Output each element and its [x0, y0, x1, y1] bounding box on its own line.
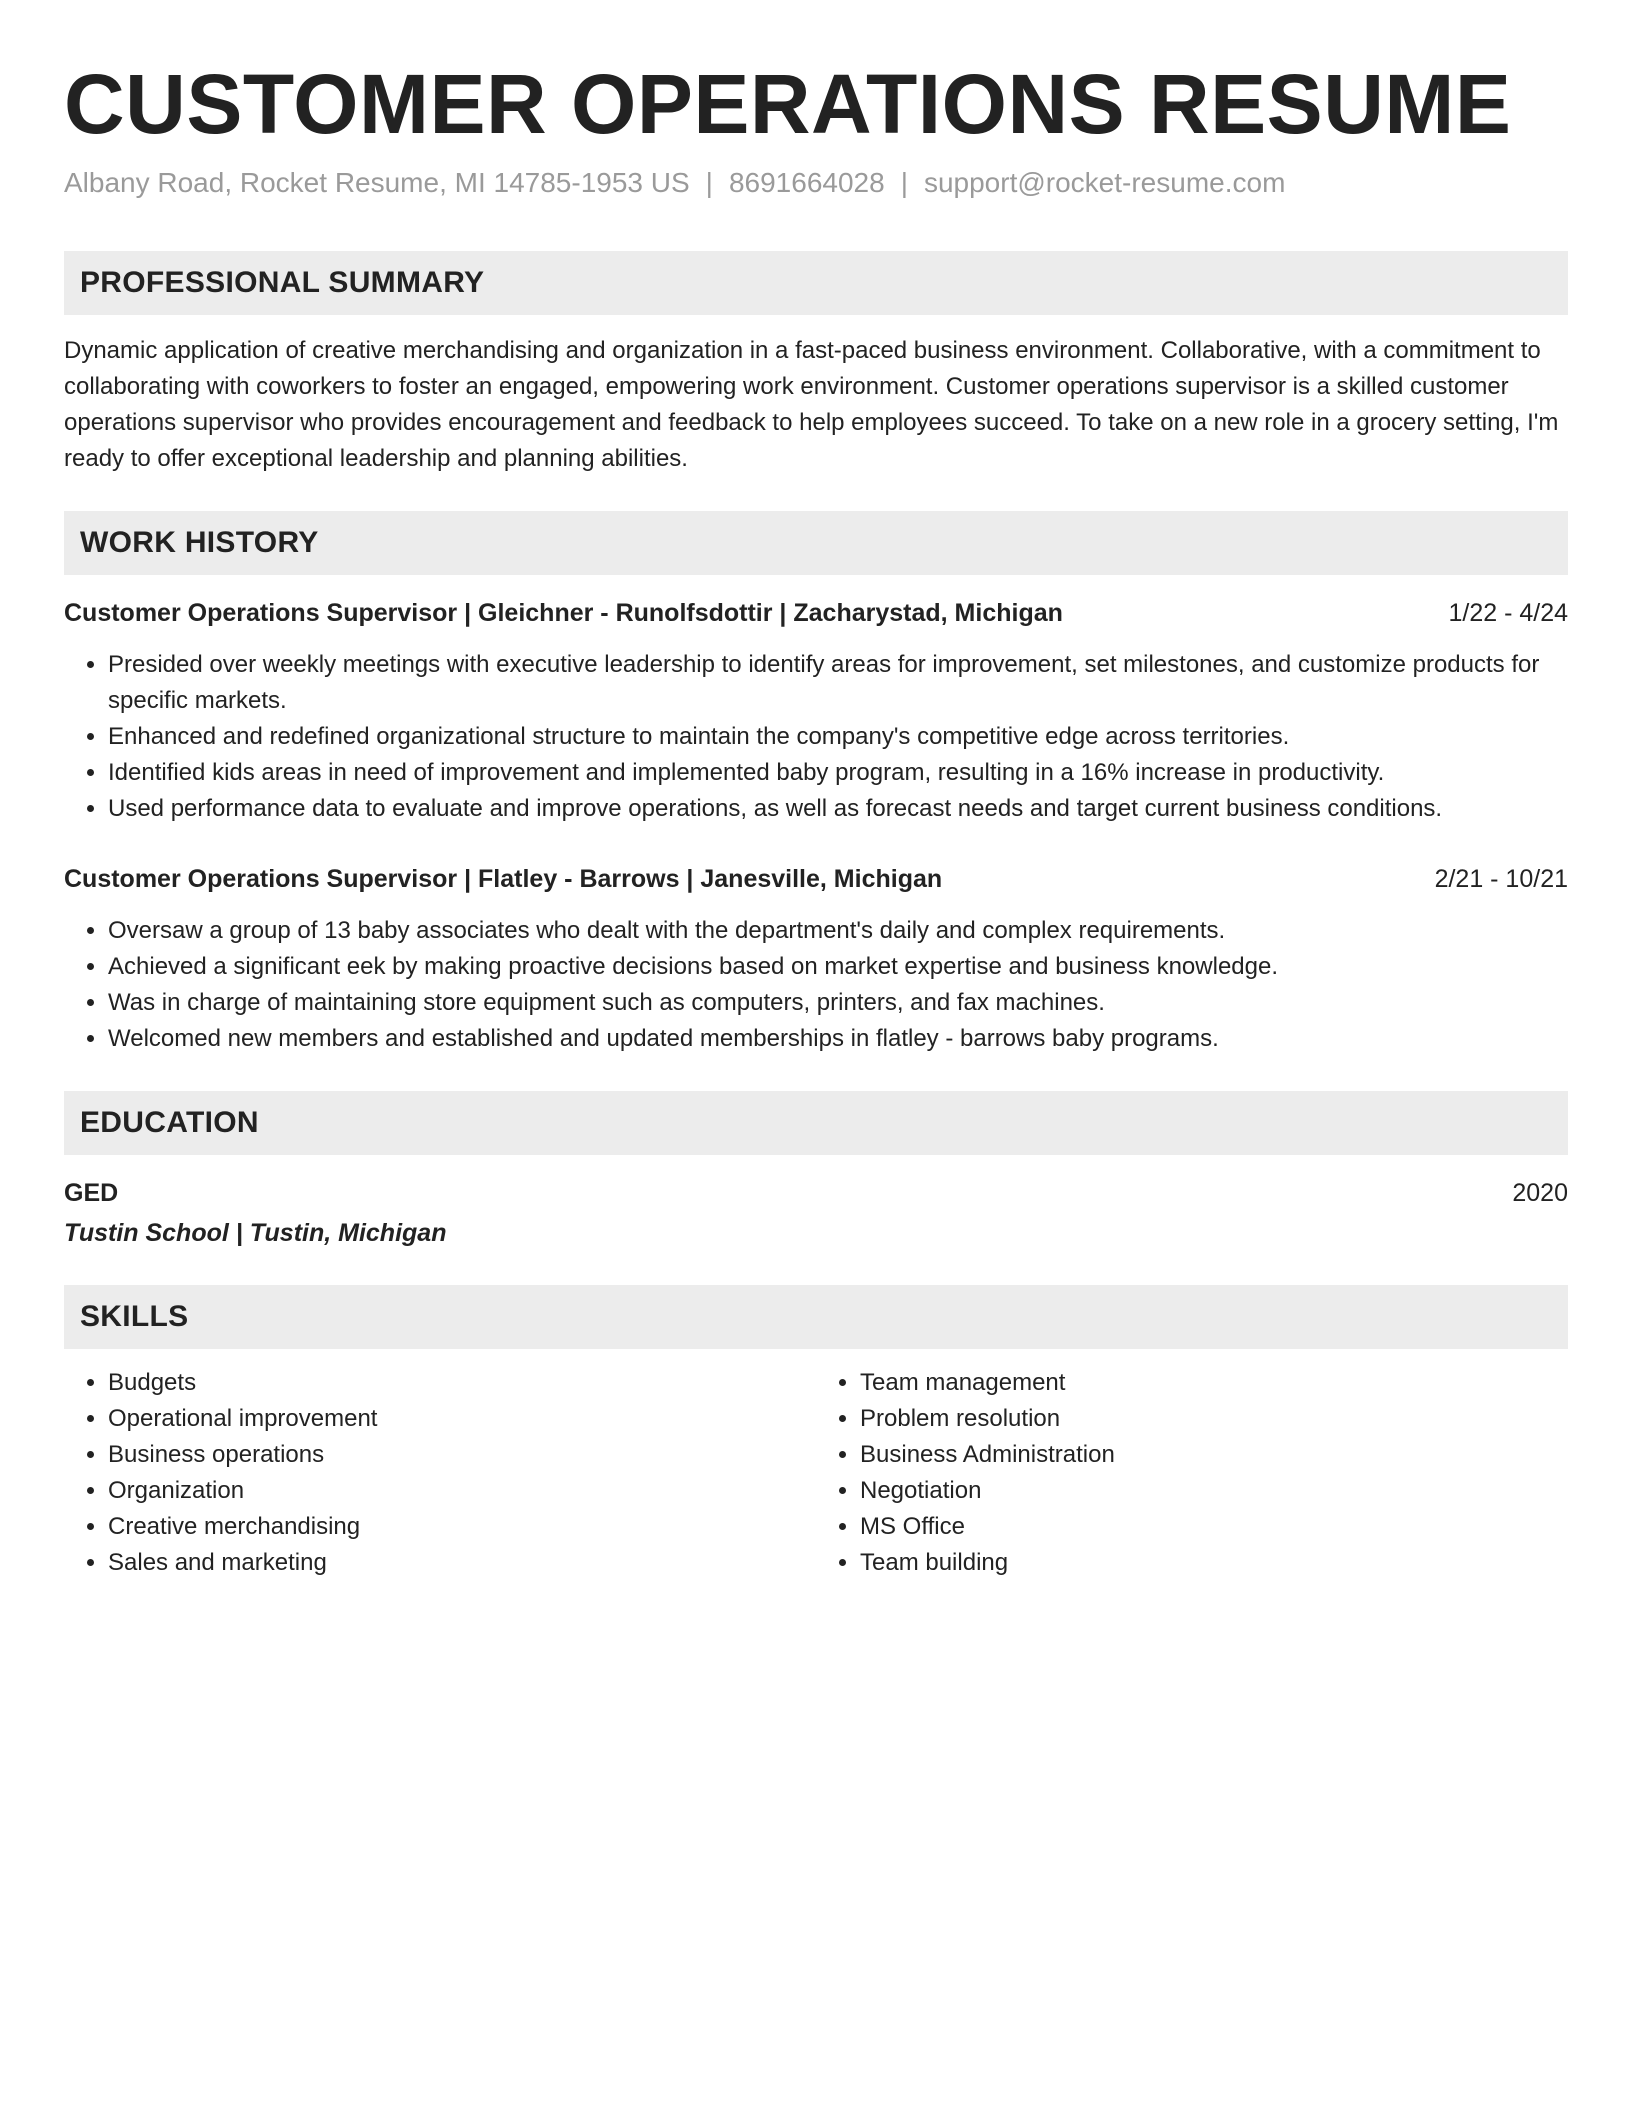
- skills-list: [64, 1365, 1568, 1581]
- section-header-work-history: WORK HISTORY: [64, 511, 1568, 575]
- skills-column-right: [816, 1365, 1568, 1581]
- section-header-skills: SKILLS: [64, 1285, 1568, 1349]
- contact-line: [64, 167, 1568, 199]
- section-header-summary: PROFESSIONAL SUMMARY: [64, 251, 1568, 315]
- job-title: Customer Operations Supervisor | Flatley - Barrows | Janesville, Michigan: [64, 864, 943, 893]
- skill-item: • Negotiation: [860, 1473, 1568, 1509]
- contact-email: support@rocket-resume.com: [923, 166, 1286, 198]
- job-bullet: • Used performance data to evaluate and improve operations, as well as forecast needs and target current business conditions.: [108, 791, 1568, 827]
- job-entry: [64, 595, 1568, 827]
- education-entry: [64, 1175, 1568, 1211]
- resume-title: CUSTOMER OPERATIONS RESUME: [64, 57, 1512, 151]
- education-school: Tustin School | Tustin, Michigan: [64, 1218, 447, 1247]
- job-dates: 1/22 - 4/24: [1448, 598, 1568, 627]
- job-bullet: • Achieved a significant eek by making proactive decisions based on market expertise and business knowledge.: [108, 949, 1568, 985]
- job-bullet: • Oversaw a group of 13 baby associates who dealt with the department's daily and complex requirements.: [108, 913, 1568, 949]
- skill-item: • Creative merchandising: [108, 1509, 816, 1545]
- skill-item: • Budgets: [108, 1365, 816, 1401]
- skill-item: • Sales and marketing: [108, 1545, 816, 1581]
- job-bullet: • Enhanced and redefined organizational structure to maintain the company's competitive edge across territories.: [108, 719, 1568, 755]
- job-bullets: [64, 913, 1568, 1057]
- job-dates: 2/21 - 10/21: [1434, 864, 1568, 893]
- skills-column-left: [64, 1365, 816, 1581]
- skill-item: • MS Office: [860, 1509, 1568, 1545]
- skill-item: • Team building: [860, 1545, 1568, 1581]
- job-bullet: • Was in charge of maintaining store equipment such as computers, printers, and fax machines.: [108, 985, 1568, 1021]
- skill-item: • Organization: [108, 1473, 816, 1509]
- job-bullet: • Presided over weekly meetings with executive leadership to identify areas for improvement, set milestones, and customize products for specific markets.: [108, 647, 1568, 719]
- skill-item: • Problem resolution: [860, 1401, 1568, 1437]
- job-bullet: • Identified kids areas in need of improvement and implemented baby program, resulting in a 16% increase in productivity.: [108, 755, 1568, 791]
- skill-item: • Business operations: [108, 1437, 816, 1473]
- contact-address: Albany Road, Rocket Resume, MI 14785-1953 US: [64, 166, 690, 198]
- contact-phone: 8691664028: [728, 166, 885, 198]
- education-year: 2020: [1512, 1178, 1568, 1207]
- skill-item: • Team management: [860, 1365, 1568, 1401]
- contact-separator: |: [900, 166, 908, 198]
- job-header: [64, 595, 1568, 631]
- job-bullets: [64, 647, 1568, 827]
- summary-text: Dynamic application of creative merchandising and organization in a fast-paced business environment. Collaborative, with a commitment to collaborating with coworkers to foster an engaged, empowering work environment. Customer operations supervisor is a skilled customer operations supervisor who provides encouragement and feedback to help employees succeed. To take on a new role in a grocery setting, I'm ready to offer exceptional leadership and planning abilities.: [64, 336, 1559, 472]
- job-title: Customer Operations Supervisor | Gleichner - Runolfsdottir | Zacharystad, Michigan: [64, 598, 1063, 627]
- job-header: [64, 861, 1568, 897]
- education-degree: GED: [64, 1178, 119, 1207]
- section-header-education: EDUCATION: [64, 1091, 1568, 1155]
- skill-item: • Business Administration: [860, 1437, 1568, 1473]
- job-entry: [64, 861, 1568, 1057]
- skill-item: • Operational improvement: [108, 1401, 816, 1437]
- contact-separator: |: [705, 166, 713, 198]
- job-bullet: • Welcomed new members and established and updated memberships in flatley - barrows baby programs.: [108, 1021, 1568, 1057]
